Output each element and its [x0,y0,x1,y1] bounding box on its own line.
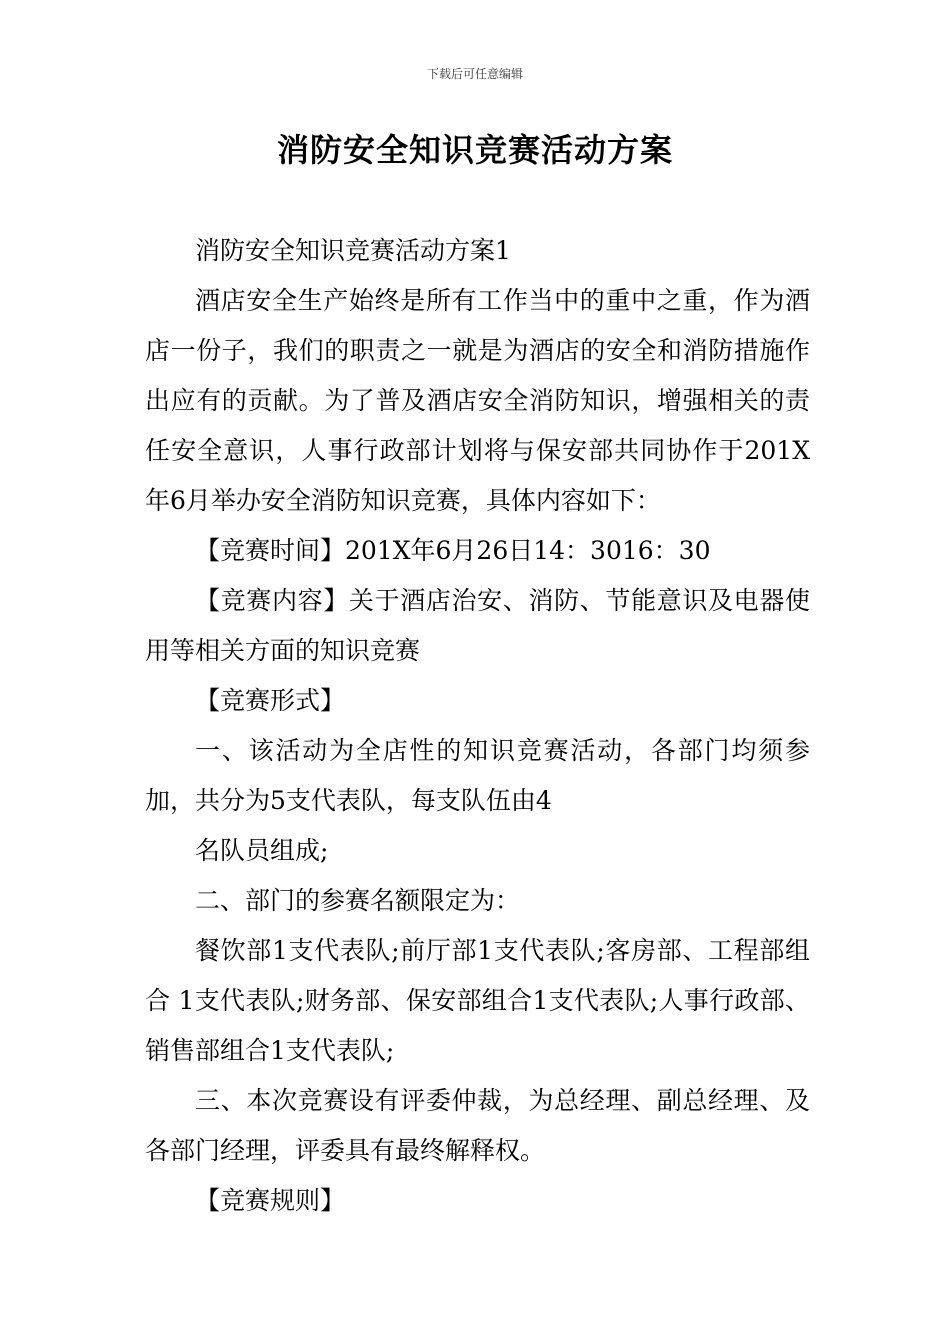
header-note: 下载后可任意编辑 [426,67,523,81]
paragraph-format-item-1: 一、该活动为全店性的知识竞赛活动，各部门均须参加，共分为5支代表队，每支队伍由4 [145,736,810,815]
paragraph-format-item-1-cont: 名队员组成; [195,836,329,865]
paragraph-format-item-3: 三、本次竞赛设有评委仲裁，为总经理、副总经理、及各部门经理，评委具有最终解释权。 [145,1086,810,1165]
paragraph-format-item-2: 二、部门的参赛名额限定为： [195,886,521,915]
paragraph-quota-list: 餐饮部1支代表队;前厅部1支代表队;客房部、工程部组合 1支代表队;财务部、保安部组合1支代表队;人事行政部、销售部组合1支代表队; [145,936,810,1065]
paragraph-intro: 酒店安全生产始终是所有工作当中的重中之重，作为酒店一份子，我们的职责之一就是为酒店的安全和消防措施作出应有的贡献。为了普及酒店安全消防知识，增强相关的责任安全意识，人事行政部计划将与保安部共同协作于201X年6月举办安全消防知识竞赛，具体内容如下： [145,286,810,515]
paragraph-competition-time: 【竞赛时间】201X年6月26日14：3016：30 [195,536,711,565]
document-body [145,226,810,1226]
paragraph-competition-format-heading: 【竞赛形式】 [195,686,346,715]
document-title: 消防安全知识竞赛活动方案 [276,131,673,169]
paragraph-subtitle: 消防安全知识竞赛活动方案1 [195,236,511,265]
paragraph-competition-content: 【竞赛内容】关于酒店治安、消防、节能意识及电器使用等相关方面的知识竞赛 [145,586,810,665]
paragraph-competition-rules-heading: 【竞赛规则】 [195,1186,346,1215]
